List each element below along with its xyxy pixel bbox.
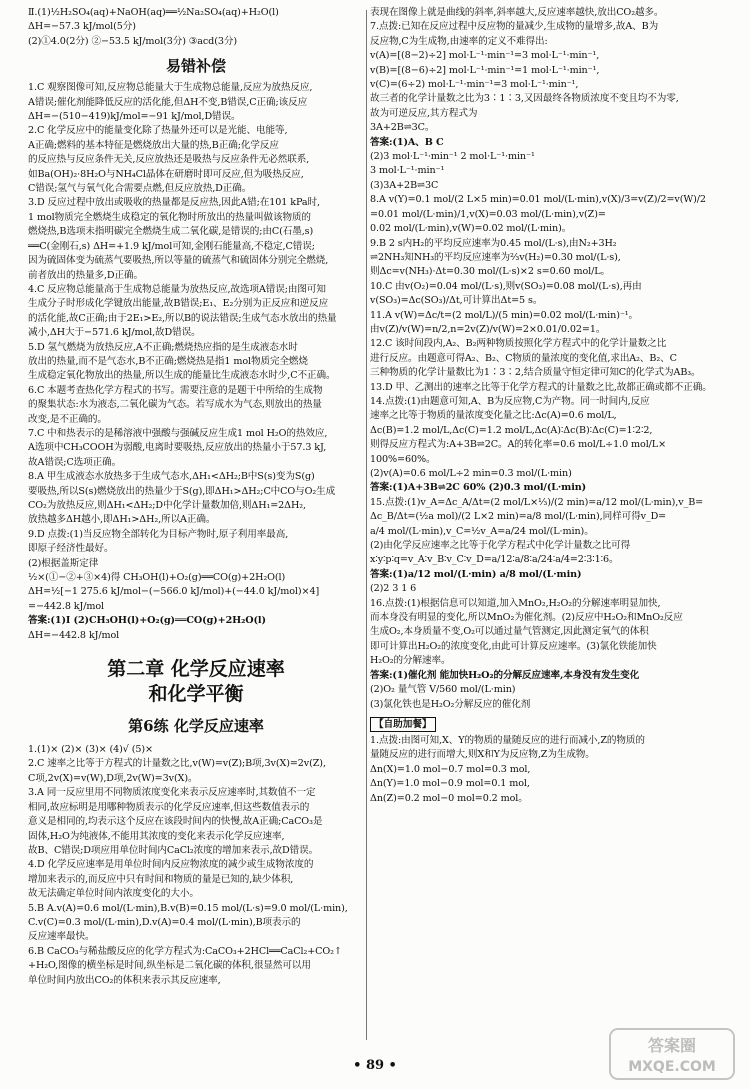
continued-answer-line: v(A)=[(8−2)÷2] mol·L⁻¹·min⁻¹=3 mol·L⁻¹·min⁻¹,	[370, 50, 600, 62]
error-review-line: 的反应热与反应条件无关,反应放热还是吸热与反应条件无必然联系,	[28, 154, 310, 166]
continued-answer-line: 100%=60%。	[370, 453, 436, 465]
self-help-line: 量随反应的进行而增大,则X和Y为反应物,Z为生成物。	[370, 749, 595, 761]
error-review-line: (2)根据盖斯定律	[28, 557, 99, 569]
continued-answer-line: x∶y∶p∶q=v_A∶v_B∶v_C∶v_D=a/12∶a/8∶a/24∶a/4=2∶3∶1∶6。	[370, 554, 619, 566]
lesson-answer-line: 5.B A.v(A)=0.6 mol/(L·min),B.v(B)=0.15 mol/(L·s)=9.0 mol/(L·min),	[28, 902, 348, 914]
error-review-line: 的活化能,故C正确;由于2E₁>E₂,所以B的说法错误;生成气态水放出的热量	[28, 312, 337, 324]
continued-answer-line: 13.D 甲、乙测出的速率之比等于化学方程式的计量数之比,故都正确或都不正确。	[370, 381, 712, 393]
error-review-line: ΔH=−(510−419)kJ/mol=−91 kJ/mol,D错误。	[28, 111, 241, 123]
error-review-line: 9.D 点拨:(1)当反应物全部转化为目标产物时,原子利用率最高,	[28, 528, 289, 540]
continued-answer-line: 3A+2B⇌3C。	[370, 122, 435, 134]
lesson-answer-line: 固体,H₂O为纯液体,不能用其浓度的变化来表示化学反应速率,	[28, 830, 285, 842]
error-review-line: 生成分子时形成化学键放出能量,故B错误;E₁、E₂分别为正反应和逆反应	[28, 298, 329, 310]
continued-answer-line: 9.B 2 s内H₂的平均反应速率为0.45 mol/(L·s),由N₂+3H₂	[370, 237, 617, 249]
continued-answer-line: 7.点拨:已知在反应过程中反应物的量减少,生成物的量增多,故A、B为	[370, 21, 659, 33]
left-column	[28, 6, 364, 988]
error-review-line: 1 mol物质完全燃烧生成稳定的氧化物时所放出的热量叫做该物质的	[28, 211, 311, 223]
lesson-answer-line: 意义是相同的,均表示这个反应在该段时间内的快慢,故A正确;CaCO₃是	[28, 816, 323, 828]
continued-answer-line: 故为可逆反应,其方程式为	[370, 107, 478, 119]
lesson-answer-line: 3.A 同一反应里用不同物质浓度变化来表示反应速率时,其数值不一定	[28, 787, 316, 799]
lesson-answer-line: 故无法确定单位时间内浓度变化的大小。	[28, 888, 199, 900]
error-review-line: 要吸热,所以S(s)燃烧放出的热量少于S(g),即ΔH₁>ΔH₂;C中CO与O₂生成	[28, 485, 336, 497]
continued-answers-block	[370, 6, 722, 712]
continued-answer-line: 则得反应方程式为:A+3B⇌2C。A的转化率=0.6 mol/L÷1.0 mol/L×	[370, 439, 667, 451]
continued-answer-line: 11.A v(W)=Δc/t=(2 mol/L)/(5 min)=0.02 mol/(L·min)⁻¹。	[370, 309, 639, 321]
prior-answer-line: (2)①4.0(2分) ②−53.5 kJ/mol(3分) ③acd(3分)	[28, 35, 238, 47]
lesson-answer-line: 相同,故应标明是用哪种物质表示的化学反应速率,但这些数值表示的	[28, 801, 310, 813]
continued-answer-line: 15.点拨:(1)v_A=Δc_A/Δt=(2 mol/L×⅓)/(2 min)=a/12 mol/(L·min),v_B=	[370, 496, 704, 508]
lesson-answer-line: 故B、C错误;D项应用单位时间内CaCl₂浓度的增加来表示,故D错误。	[28, 844, 319, 856]
prior-answer-block	[28, 6, 364, 49]
lesson-answer-line: C.v(C)=0.3 mol/(L·min),D.v(A)=0.4 mol/(L·min),B项表示的	[28, 916, 301, 928]
continued-answer-line: 16.点拨:(1)根据信息可以知道,加入MnO₂,H₂O₂的分解速率明显加快,	[370, 597, 661, 609]
continued-answer-line: 反应物,C为生成物,由速率的定义不难得出:	[370, 35, 548, 47]
error-review-line: 5.D 氢气燃烧为放热反应,A不正确;燃烧热应指的是生成液态水时	[28, 341, 298, 353]
continued-answer-line: 即可计算出H₂O₂的浓度变化,由此可计算反应速率。(3)氯化铁能加快	[370, 640, 657, 652]
watermark-logo	[608, 1027, 736, 1081]
error-review-line: 答案:(1)Ⅰ (2)CH₃OH(l)+O₂(g)══CO(g)+2H₂O(l)	[28, 615, 266, 627]
lesson-answer-line: 单位时间内放出CO₂的体积来表示其反应速率,	[28, 974, 221, 986]
continued-answer-line: 三种物质的化学计量数比为1∶3∶2,结合质量守恒定律可知C的化学式为AB₃。	[370, 367, 701, 379]
error-review-line: 放热越多ΔH越小,即ΔH₁>ΔH₂,所以A正确。	[28, 514, 216, 526]
lesson-answer-line: 1.(1)× (2)× (3)× (4)√ (5)×	[28, 744, 153, 756]
continued-answer-line: 则Δc=v(NH₃)·Δt=0.30 mol/(L·s)×2 s=0.60 mol/L。	[370, 266, 611, 278]
continued-answer-line: 答案:(1)A+3B⇌2C 60% (2)0.3 mol/(L·min)	[370, 482, 587, 494]
continued-answer-line: v(C)=(6÷2) mol·L⁻¹·min⁻¹=3 mol·L⁻¹·min⁻¹,	[370, 79, 579, 91]
lesson-title: 第6练 化学反应速率	[128, 717, 264, 736]
continued-answer-line: 0.02 mol/(L·min),v(W)=0.02 mol/(L·min)。	[370, 223, 572, 235]
error-review-line: 的聚集状态:水为液态,二氧化碳为气态。若写成水为气态,则放出的热量	[28, 399, 322, 411]
chapter-subtitle: 和化学平衡	[148, 683, 244, 706]
continued-answer-line: (3)氯化铁也是H₂O₂分解反应的催化剂	[370, 698, 531, 710]
continued-answer-line: (2)v(A)=0.6 mol/L÷2 min=0.3 mol/(L·min)	[370, 468, 572, 479]
continued-answer-line: 12.C 该时间段内,A₂、B₂两种物质按照化学方程式中的化学计量数之比	[370, 338, 667, 350]
lesson-answer-line: 4.D 化学反应速率是用单位时间内反应物浓度的减少或生成物浓度的	[28, 859, 314, 871]
error-review-line: 燃烧热,B选项未指明碳完全燃烧生成二氧化碳,是错误的;由C(石墨,s)	[28, 226, 314, 238]
continued-answer-line: =0.01 mol/(L·min)/1,v(X)=0.03 mol/(L·min),v(Z)=	[370, 208, 606, 220]
self-help-line: Δn(Z)=0.2 mol−0 mol=0.2 mol。	[370, 792, 528, 804]
continued-answer-line: H₂O₂的分解速率。	[370, 655, 451, 667]
error-review-line: ΔH=½[−1 275.6 kJ/mol−(−566.0 kJ/mol)+(−44.0 kJ/mol)×4]	[28, 586, 320, 598]
error-review-line: 放出的热量,而不是气态水,B不正确;燃烧热是指1 mol物质完全燃烧	[28, 355, 308, 367]
self-help-line: Δn(X)=1.0 mol−0.7 mol=0.3 mol,	[370, 763, 531, 775]
continued-answer-line: (2)由化学反应速率之比等于化学方程式中化学计量数之比可得	[370, 540, 631, 552]
lesson-answer-block	[28, 743, 364, 988]
error-review-line: C错误;氢气与氧气化合需要点燃,但反应放热,D正确。	[28, 183, 252, 195]
error-review-line: 1.C 观察图像可知,反应物总能量大于生成物总能量,反应为放热反应,	[28, 82, 313, 94]
error-review-line: 故A错误;C选项正确。	[28, 456, 122, 468]
error-review-line: 8.A 甲生成液态水放热多于生成气态水,ΔH₁<ΔH₂;B中S(s)变为S(g)	[28, 471, 315, 483]
error-review-line: =−442.8 kJ/mol	[28, 600, 105, 612]
continued-answer-line: 答案:(1)催化剂 能加快H₂O₂的分解反应速率,本身没有发生变化	[370, 669, 640, 681]
continued-answer-line: 答案:(1)A、B C	[370, 136, 444, 148]
error-review-line: A错误;催化剂能降低反应的活化能,但ΔH不变,B错误,C正确;该反应	[28, 96, 308, 108]
lesson-answer-line: 6.B CaCO₃与稀盐酸反应的化学方程式为:CaCO₃+2HCl══CaCl₂+CO₂↑	[28, 945, 342, 957]
continued-answer-line: (2)3 mol·L⁻¹·min⁻¹ 2 mol·L⁻¹·min⁻¹	[370, 151, 535, 163]
self-help-block	[370, 734, 722, 806]
continued-answer-line: Δc(B)=1.2 mol/L,Δc(C)=1.2 mol/L,Δc(A)∶Δc(B)∶Δc(C)=1∶2∶2,	[370, 424, 653, 436]
lesson-answer-line: +H₂O,图像的横坐标是时间,纵坐标是二氧化碳的体积,很显然可以用	[28, 960, 311, 972]
prior-answer-line: Ⅱ.(1)½H₂SO₄(aq)+NaOH(aq)══½Na₂SO₄(aq)+H₂O(l)	[28, 7, 279, 18]
error-review-line: 6.C 本题考查热化学方程式的书写。需要注意的是题干中所给的生成物	[28, 384, 323, 396]
lesson-answer-line: C项,2v(X)=v(W),D项,2v(W)=3v(X)。	[28, 772, 198, 784]
continued-answer-line: v(SO₃)=Δc(SO₃)/Δt,可计算出Δt=5 s。	[370, 295, 543, 307]
self-help-line: 1.点拨:由图可知,X、Y的物质的量随反应的进行而减小,Z的物质的	[370, 734, 645, 746]
continued-answer-line: 生成O₂,本身质量不变,O₂可以通过量气管测定,因此测定氧气的体积	[370, 626, 649, 638]
continued-answer-line: 表现在图像上就是曲线的斜率,斜率越大,反应速率越快,放出CO₂越多。	[370, 7, 664, 18]
error-review-line: 因为硫固体变为硫蒸气要吸热,所以等量的硫蒸气和硫固体分别完全燃烧,	[28, 255, 329, 267]
error-review-line: A正确;燃料的基本特征是燃烧放出大量的热,B正确;化学反应	[28, 139, 279, 151]
error-review-line: 前者放出的热量多,D正确。	[28, 269, 143, 281]
self-help-label: 【自助加餐】	[370, 717, 436, 732]
error-review-line: ΔH=−442.8 kJ/mol	[28, 629, 120, 641]
column-divider	[366, 10, 367, 1040]
error-review-line: CO₂为放热反应,则ΔH₁<ΔH₂;D中化学计量数加倍,则ΔH₁=2ΔH₂,	[28, 500, 306, 511]
error-review-line: A选项中CH₃COOH为弱酸,电离时要吸热,反应放出的热量小于57.3 kJ,	[28, 442, 327, 454]
lesson-answer-line: 2.C 速率之比等于方程式的计量数之比,v(W)=v(Z);B项,3v(X)=2v(Z),	[28, 758, 326, 770]
right-column	[370, 6, 722, 806]
section-title-error-review: 易错补偿	[165, 57, 226, 76]
error-review-line: ══C(金刚石,s) ΔH=+1.9 kJ/mol可知,金刚石能量高,不稳定,C错误;	[28, 240, 315, 252]
continued-answer-line: 速率之比等于物质的量浓度变化量之比:Δc(A)=0.6 mol/L,	[370, 410, 617, 422]
continued-answer-line: a/4 mol/(L·min),v_C=½v_A=a/24 mol/(L·min)。	[370, 525, 594, 537]
continued-answer-line: 3 mol·L⁻¹·min⁻¹	[370, 165, 445, 177]
error-review-line: 7.C 中和热表示的是稀溶液中强酸与强碱反应生成1 mol H₂O的热效应,	[28, 427, 328, 439]
continued-answer-line: (2)2 3 1 6	[370, 583, 417, 595]
continued-answer-line: 进行反应。由题意可得A₂、B₂、C物质的量浓度的变化值,求出A₂、B₂、C	[370, 352, 677, 364]
continued-answer-line: v(B)=[(8−6)÷2] mol·L⁻¹·min⁻¹=1 mol·L⁻¹·min⁻¹,	[370, 64, 600, 76]
continued-answer-line: 而本身没有明显的变化,所以MnO₂为催化剂。(2)反应中H₂O₂和MnO₂反应	[370, 612, 683, 624]
continued-answer-line: ⇌2NH₃知NH₃的平均反应速率为⅔v(H₂)=0.30 mol/(L·s),	[370, 251, 621, 263]
continued-answer-line: (3)3A+2B⇌3C	[370, 179, 439, 191]
continued-answer-line: 答案:(1)a/12 mol/(L·min) a/8 mol/(L·min)	[370, 568, 582, 580]
error-review-line: 生成稳定氧化物放出的热量,所以生成的能量比生成液态水时少,C不正确。	[28, 370, 336, 382]
error-review-line: 如Ba(OH)₂·8H₂O与NH₄Cl晶体在研磨时即可反应,但为吸热反应,	[28, 168, 304, 180]
continued-answer-line: (2)O₂ 量气管 V/560 mol/(L·min)	[370, 684, 516, 696]
error-review-block	[28, 81, 364, 643]
svg-text:答案圈: 答案圈	[647, 1036, 697, 1055]
error-review-line: 减小,ΔH大于−571.6 kJ/mol,故D错误。	[28, 327, 201, 339]
lesson-answer-line: 反应速率最快。	[28, 931, 95, 943]
error-review-line: 即原子经济性最好。	[28, 543, 114, 555]
self-help-line: Δn(Y)=1.0 mol−0.9 mol=0.1 mol,	[370, 778, 530, 790]
error-review-line: 4.C 反应物总能量高于生成物总能量为放热反应,故选项A错误;由图可知	[28, 283, 326, 295]
continued-answer-line: 故三者的化学计量数之比为3∶1∶3,又因最终各物质浓度不变且均不为零,	[370, 93, 679, 105]
continued-answer-line: 14.点拨:(1)由题意可知,A、B为反应物,C为产物。同一时间内,反应	[370, 395, 650, 407]
lesson-answer-line: 增加来表示的,而反应中只有时间和物质的量是已知的,缺少体积,	[28, 873, 294, 885]
continued-answer-line: 由v(Z)/v(W)=n/2,n=2v(Z)/v(W)=2×0.01/0.02=1。	[370, 323, 606, 335]
continued-answer-line: Δc_B/Δt=(½a mol)/(2 L×2 min)=a/8 mol/(L·min),同样可得v_D=	[370, 511, 667, 523]
svg-text:MXQE.COM: MXQE.COM	[628, 1059, 716, 1075]
error-review-line: 3.D 反应过程中放出或吸收的热量都是反应热,因此A错;在101 kPa时,	[28, 197, 320, 209]
error-review-line: ½×(①−②+③×4)得 CH₃OH(l)+O₂(g)══CO(g)+2H₂O(l)	[28, 572, 286, 584]
continued-answer-line: 10.C 由v(O₂)=0.04 mol/(L·s),则v(SO₃)=0.08 mol/(L·s),再由	[370, 280, 642, 292]
continued-answer-line: 8.A v(Y)=0.1 mol/(2 L×5 min)=0.01 mol/(L·min),v(X)/3=v(Z)/2=v(W)/2	[370, 194, 706, 206]
error-review-line: 2.C 化学反应中的能量变化除了热量外还可以是光能、电能等,	[28, 125, 288, 137]
error-review-line: 改变,是不正确的。	[28, 413, 107, 425]
page-number: • 89 •	[353, 1058, 397, 1073]
chapter-title: 第二章 化学反应速率	[107, 658, 285, 681]
prior-answer-line: ΔH=−57.3 kJ/mol(5分)	[28, 21, 136, 33]
